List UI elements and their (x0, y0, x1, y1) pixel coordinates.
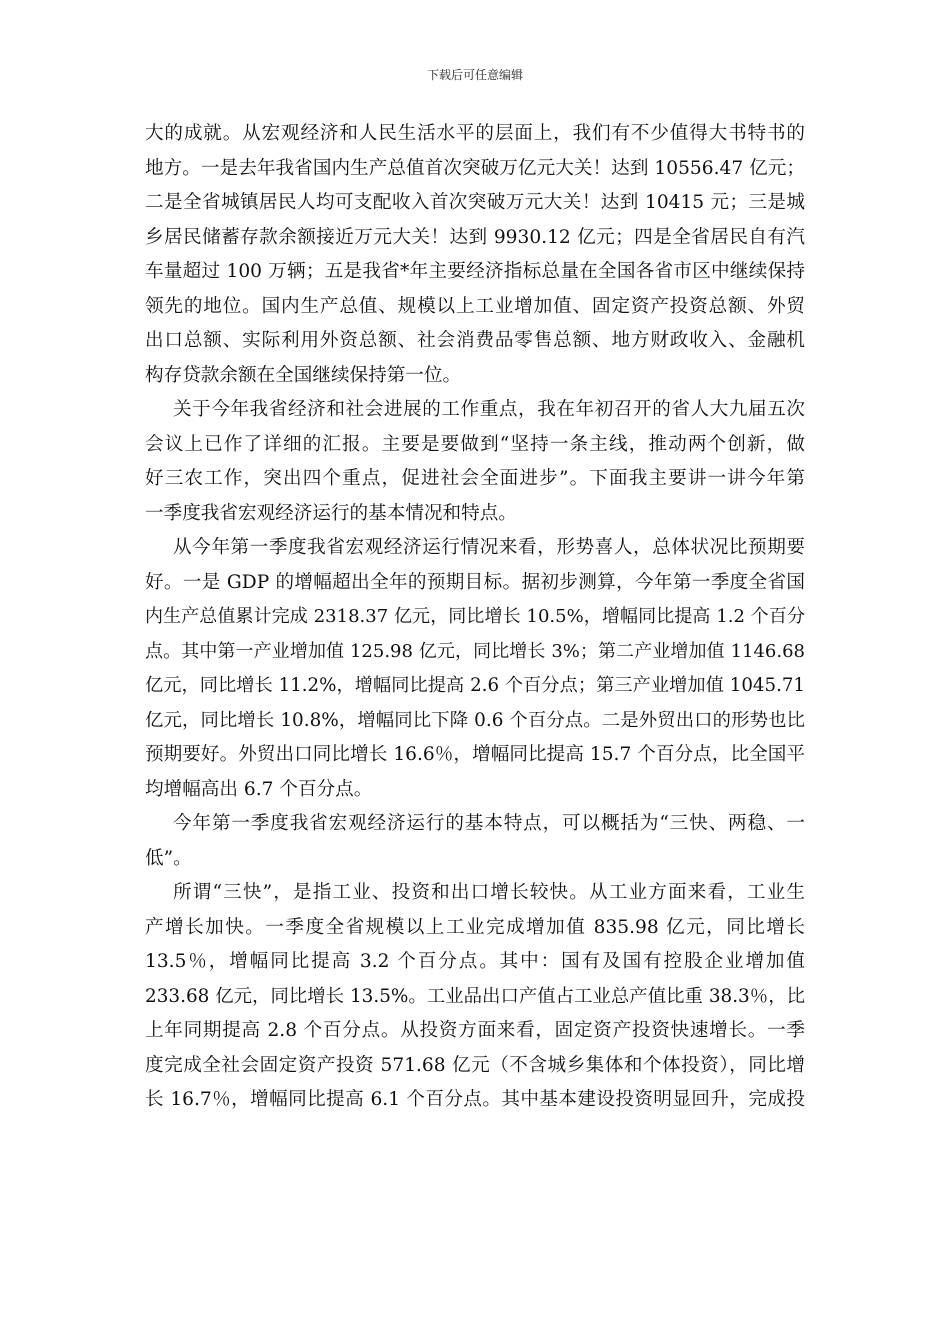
text-line: 亿元，同比增长 11.2%，增幅同比提高 2.6 个百分点；第三产业增加值 1045.71 (145, 675, 805, 696)
text-line: 点。其中第一产业增加值 125.98 亿元，同比增长 3%；第二产业增加值 1146.68 (145, 640, 805, 662)
text-line: 均增幅高出 6.7 个百分点。 (145, 778, 373, 800)
text-line: 大的成就。从宏观经济和人民生活水平的层面上，我们有不少值得大书特书的 (145, 123, 805, 144)
text-line: 低”。 (145, 847, 192, 869)
text-line: 车量超过 100 万辆；五是我省*年主要经济指标总量在全国各省市区中继续保持 (145, 261, 805, 282)
text-line: 从今年第一季度我省宏观经济运行情况来看，形势喜人，总体状况比预期要 (173, 537, 805, 558)
document-body (145, 117, 805, 1118)
text-line: 内生产总值累计完成 2318.37 亿元，同比增长 10.5%，增幅同比提高 1.2 个百分 (145, 606, 805, 627)
text-line: 好三农工作，突出四个重点，促进社会全面进步”。下面我主要讲一讲今年第 (145, 468, 805, 489)
text-line: 好。一是 GDP 的增幅超出全年的预期目标。据初步测算，今年第一季度全省国 (145, 571, 805, 593)
text-line: 乡居民储蓄存款余额接近万元大关！达到 9930.12 亿元；四是全省居民自有汽 (145, 226, 805, 248)
text-line: 会议上已作了详细的汇报。主要是要做到“坚持一条主线，推动两个创新，做 (145, 433, 805, 455)
text-line: 出口总额、实际利用外资总额、社会消费品零售总额、地方财政收入、金融机 (145, 330, 805, 351)
text-line: 长 16.7％，增幅同比提高 6.1 个百分点。其中基本建设投资明显回升，完成投 (145, 1089, 805, 1110)
text-line: 233.68 亿元，同比增长 13.5%。工业品出口产值占工业总产值比重 38.3％，比 (145, 985, 805, 1007)
text-line: 地方。一是去年我省国内生产总值首次突破万亿元大关！达到 10556.47 亿元； (145, 157, 805, 179)
text-line: 所谓“三快”，是指工业、投资和出口增长较快。从工业方面来看，工业生 (173, 882, 805, 903)
text-line: 亿元，同比增长 10.8%，增幅同比下降 0.6 个百分点。二是外贸出口的形势也比 (145, 709, 805, 731)
page-header: 下载后可任意编辑 (426, 68, 523, 82)
text-line: 上年同期提高 2.8 个百分点。从投资方面来看，固定资产投资快速增长。一季 (145, 1020, 805, 1041)
text-line: 构存贷款余额在全国继续保持第一位。 (145, 364, 462, 386)
text-line: 关于今年我省经济和社会进展的工作重点，我在年初召开的省人大九届五次 (173, 399, 805, 420)
text-line: 领先的地位。国内生产总值、规模以上工业增加值、固定资产投资总额、外贸 (145, 295, 805, 317)
text-line: 13.5％，增幅同比提高 3.2 个百分点。其中：国有及国有控股企业增加值 (145, 951, 805, 972)
text-line: 一季度我省宏观经济运行的基本情况和特点。 (145, 502, 517, 524)
text-line: 二是全省城镇居民人均可支配收入首次突破万元大关！达到 10415 元；三是城 (145, 192, 805, 213)
text-line: 产增长加快。一季度全省规模以上工业完成增加值 835.98 亿元，同比增长 (145, 916, 805, 938)
text-line: 今年第一季度我省宏观经济运行的基本特点，可以概括为“三快、两稳、一 (173, 813, 805, 834)
text-line: 度完成全社会固定资产投资 571.68 亿元（不含城乡集体和个体投资），同比增 (145, 1054, 805, 1076)
text-line: 预期要好。外贸出口同比增长 16.6％，增幅同比提高 15.7 个百分点，比全国平 (145, 744, 805, 765)
